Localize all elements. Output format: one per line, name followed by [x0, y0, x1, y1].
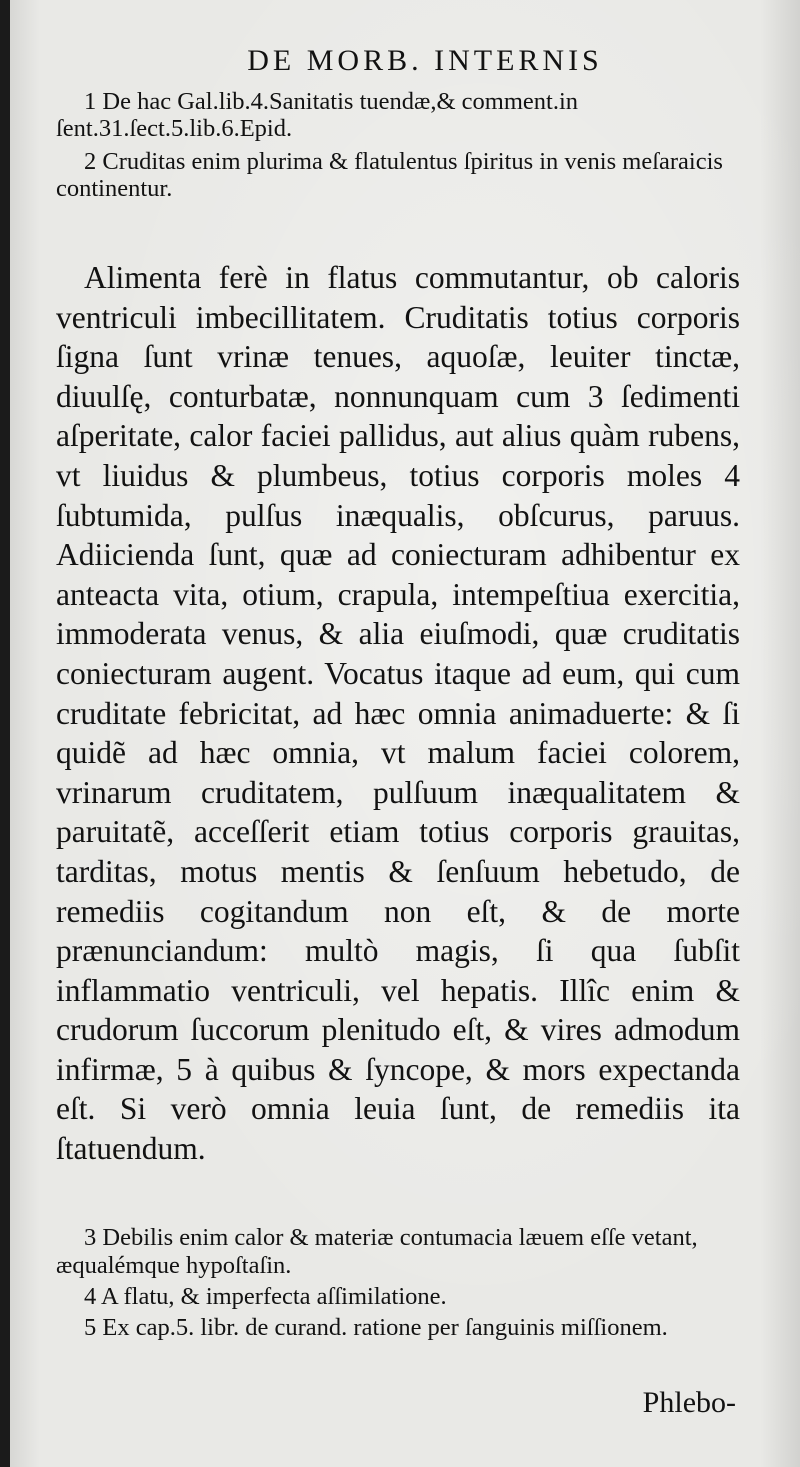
- page-gutter-edge: [0, 0, 10, 1467]
- footnote-4: 4 A flatu, & imperfecta aſſimilatione.: [84, 1283, 447, 1310]
- bottom-marginal-notes: [56, 1224, 736, 1345]
- body-text: Alimenta ferè in flatus commutantur, ob caloris ventriculi imbecillitatem. Cruditatis totius corporis ſigna ſunt vrinæ tenues, aquoſæ, leuiter tinctæ, diuulſę, conturbatæ, nonnunquam cum 3 ſedimenti aſperitate, calor faciei pallidus, aut alius quàm rubens, vt liuidus & plumbeus, totius corporis moles 4 ſubtumida, pulſus inæqualis, obſcurus, paruus. Adiicienda ſunt, quæ ad coniecturam adhibentur ex anteacta vita, otium, crapula, intempeſtiua exercitia, immoderata venus, & alia eiuſmodi, quæ cruditatis coniecturam augent. Vocatus itaque ad eum, qui cum cruditate febricitat, ad hæc omnia animaduerte: & ſi quidẽ ad hæc omnia, vt malum faciei colorem, vrinarum cruditatem, pulſuum inæqualitatem & paruitatẽ, acceſſerit etiam totius corporis grauitas, tarditas, motus mentis & ſenſuum hebetudo, de remediis cogitandum non eſt, & de morte prænunciandum: multò magis, ſi qua ſubſit inflammatio ventriculi, vel hepatis. Illîc enim & crudorum ſuccorum plenitudo eſt, & vires admodum infirmæ, 5 à quibus & ſyncope, & mors expectanda eſt. Si verò omnia leuia ſunt, de remediis ita ſtatuendum.: [56, 260, 740, 1167]
- footnote-5: 5 Ex cap.5. libr. de curand. ratione per ſanguinis miſſionem.: [84, 1314, 668, 1341]
- top-marginal-notes: [56, 88, 736, 202]
- running-head: DE MORB. INTERNIS: [247, 44, 603, 77]
- footnote-1: 1 De hac Gal.lib.4.Sanitatis tuendæ,& comment.in ſent.31.ſect.5.lib.6.Epid.: [56, 88, 578, 142]
- catchword: Phlebo-: [642, 1386, 736, 1419]
- footnote-2: 2 Cruditas enim plurima & flatulentus ſpiritus in venis meſaraicis continentur.: [56, 148, 723, 202]
- footnote-3: 3 Debilis enim calor & materiæ contumacia læuem eſſe vetant, æqualémque hypoſtaſin.: [56, 1224, 698, 1279]
